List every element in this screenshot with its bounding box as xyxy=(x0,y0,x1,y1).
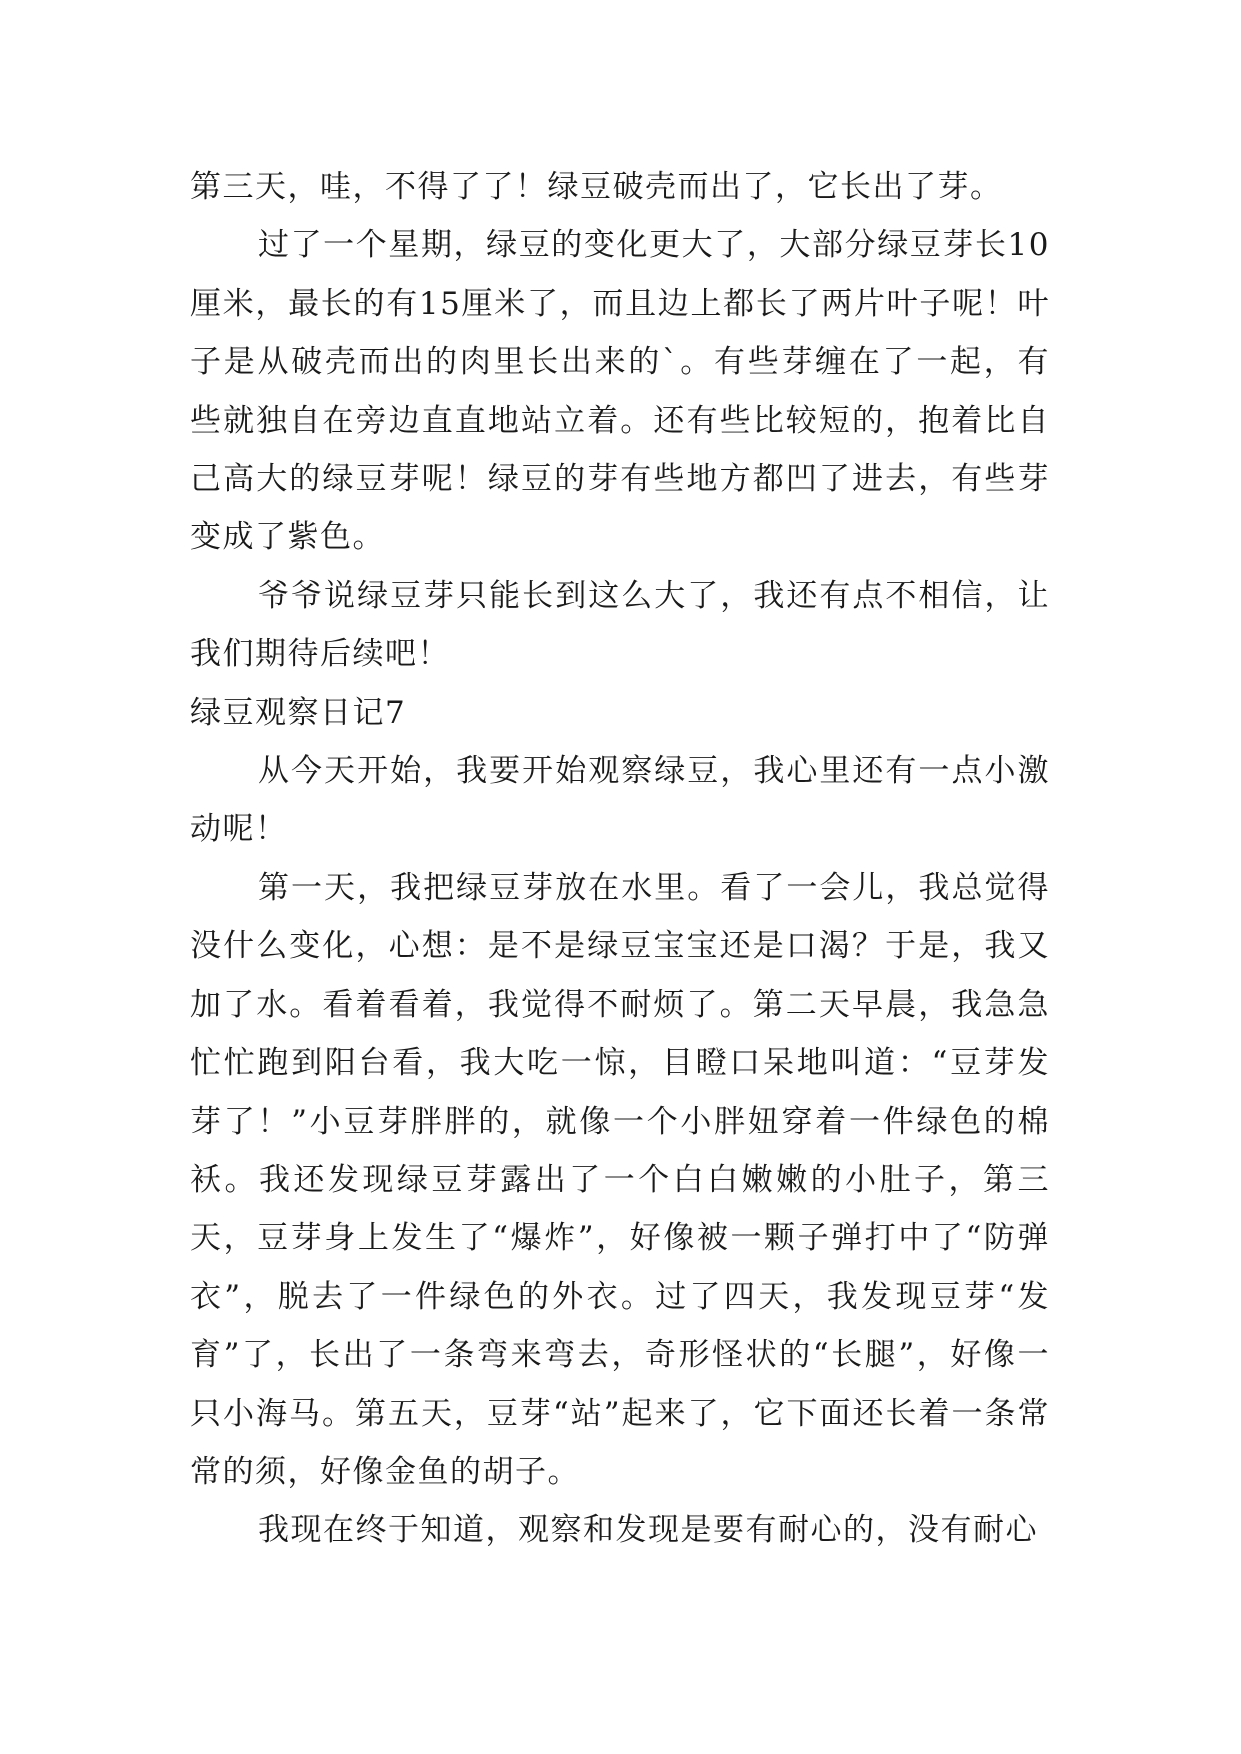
paragraph-conclusion: 我现在终于知道，观察和发现是要有耐心的，没有耐心 xyxy=(258,1512,1038,1549)
paragraph-day-three: 第三天，哇，不得了了！绿豆破壳而出了，它长出了芽。 xyxy=(190,169,1003,205)
paragraph-daily-observation: 第一天，我把绿豆芽放在水里。看了一会儿，我总觉得没什么变化，心想：是不是绿豆宝宝还是口渴？于是，我又加了水。看着看着，我觉得不耐烦了。第二天早晨，我急急忙忙跑到阳台看，我大吃一惊，目瞪口呆地叫道：“豆芽发芽了！”小豆芽胖胖的，就像一个小胖妞穿着一件绿色的棉袄。我还发现绿豆芽露出了一个白白嫩嫩的小肚子，第三天，豆芽身上发生了“爆炸”，好像被一颗子弹打中了“防弹衣”，脱去了一件绿色的外衣。过了四天，我发现豆芽“发育”了，长出了一条弯来弯去，奇形怪状的“长腿”，好像一只小海马。第五天，豆芽“站”起来了，它下面还长着一条常常的须，好像金鱼的胡子。 xyxy=(190,869,1050,1490)
paragraph-grandpa: 爷爷说绿豆芽只能长到这么大了，我还有点不相信，让我们期待后续吧！ xyxy=(190,577,1050,673)
paragraph-one-week: 过了一个星期，绿豆的变化更大了，大部分绿豆芽长10厘米，最长的有15厘米了，而且边上都长了两片叶子呢！叶子是从破壳而出的肉里长出来的`。有些芽缠在了一起，有些就独自在旁边直直地站立着。还有些比较短的，抱着比自己高大的绿豆芽呢！绿豆的芽有些地方都凹了进去，有些芽变成了紫色。 xyxy=(190,227,1050,556)
document-page xyxy=(190,158,1050,1560)
paragraph-start-observing: 从今天开始，我要开始观察绿豆，我心里还有一点小激动呢！ xyxy=(190,753,1050,848)
section-heading: 绿豆观察日记7 xyxy=(190,694,407,731)
